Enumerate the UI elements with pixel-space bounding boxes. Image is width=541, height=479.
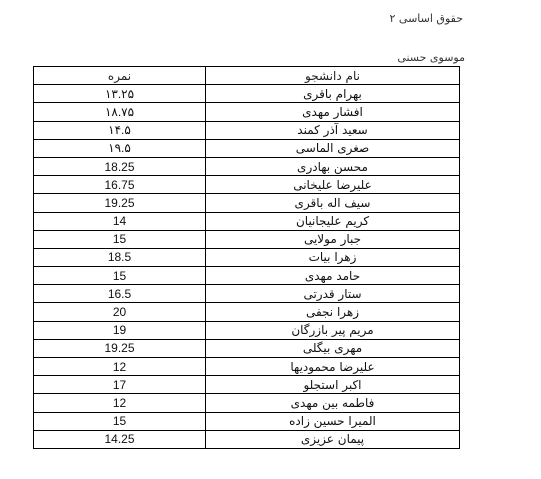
table-row [34,103,460,121]
table-row [34,376,460,394]
score-cell: 20 [34,303,206,321]
score-cell: 19.25 [34,194,206,212]
student-name-cell: محسن بهادری [206,157,460,175]
page-title: حقوق اساسی ۲ [389,12,463,25]
table-body [34,85,460,449]
score-cell: ۱۳.۲۵ [34,85,206,103]
student-name-cell: ستار قدرتی [206,285,460,303]
student-name-cell: زهرا نجفی [206,303,460,321]
table-row [34,285,460,303]
score-cell: 14 [34,212,206,230]
score-cell: ۱۴.۵ [34,121,206,139]
score-cell: 19 [34,321,206,339]
score-column-header: نمره [34,67,206,85]
table-row [34,212,460,230]
table-row [34,121,460,139]
score-cell: 14.25 [34,430,206,448]
table-row [34,248,460,266]
score-cell: ۱۸.۷۵ [34,103,206,121]
table-header [34,67,460,85]
student-name-cell: پیمان عزیزی [206,430,460,448]
table-row [34,157,460,175]
student-name-cell: سیف اله باقری [206,194,460,212]
student-name-cell: افشار مهدی [206,103,460,121]
table-row [34,230,460,248]
score-cell: 19.25 [34,339,206,357]
student-name-cell: کریم علیجانیان [206,212,460,230]
name-column-header: نام دانشجو [206,67,460,85]
student-name-cell: علیرضا علیخانی [206,176,460,194]
student-name-cell: صغری الماسی [206,139,460,157]
table-row [34,430,460,448]
student-name-cell: جبار مولایی [206,230,460,248]
student-name-cell: سعید آذر کمند [206,121,460,139]
table-row [34,194,460,212]
page-subtitle: موسوی حسنی [397,51,465,64]
score-cell: 15 [34,412,206,430]
score-cell: 15 [34,230,206,248]
table-row [34,267,460,285]
student-name-cell: اکبر استجلو [206,376,460,394]
table-row [34,321,460,339]
score-cell: 18.5 [34,248,206,266]
table-row [34,394,460,412]
student-name-cell: مهری بیگلی [206,339,460,357]
table-row [34,176,460,194]
score-cell: 17 [34,376,206,394]
table-row [34,303,460,321]
score-cell: 18.25 [34,157,206,175]
score-cell: 12 [34,358,206,376]
score-cell: 15 [34,267,206,285]
student-name-cell: بهرام باقری [206,85,460,103]
score-cell: 12 [34,394,206,412]
student-name-cell: حامد مهدی [206,267,460,285]
student-name-cell: علیرضا محمودیها [206,358,460,376]
score-cell: ۱۹.۵ [34,139,206,157]
table-row [34,85,460,103]
table-row [34,358,460,376]
student-name-cell: مریم پیر بازرگان [206,321,460,339]
header-row [34,67,460,85]
score-cell: 16.5 [34,285,206,303]
student-name-cell: المیرا حسین زاده [206,412,460,430]
student-name-cell: زهرا بیات [206,248,460,266]
student-name-cell: فاطمه بین مهدی [206,394,460,412]
table-row [34,339,460,357]
grades-table [33,66,460,449]
table-row [34,412,460,430]
table-row [34,139,460,157]
score-cell: 16.75 [34,176,206,194]
